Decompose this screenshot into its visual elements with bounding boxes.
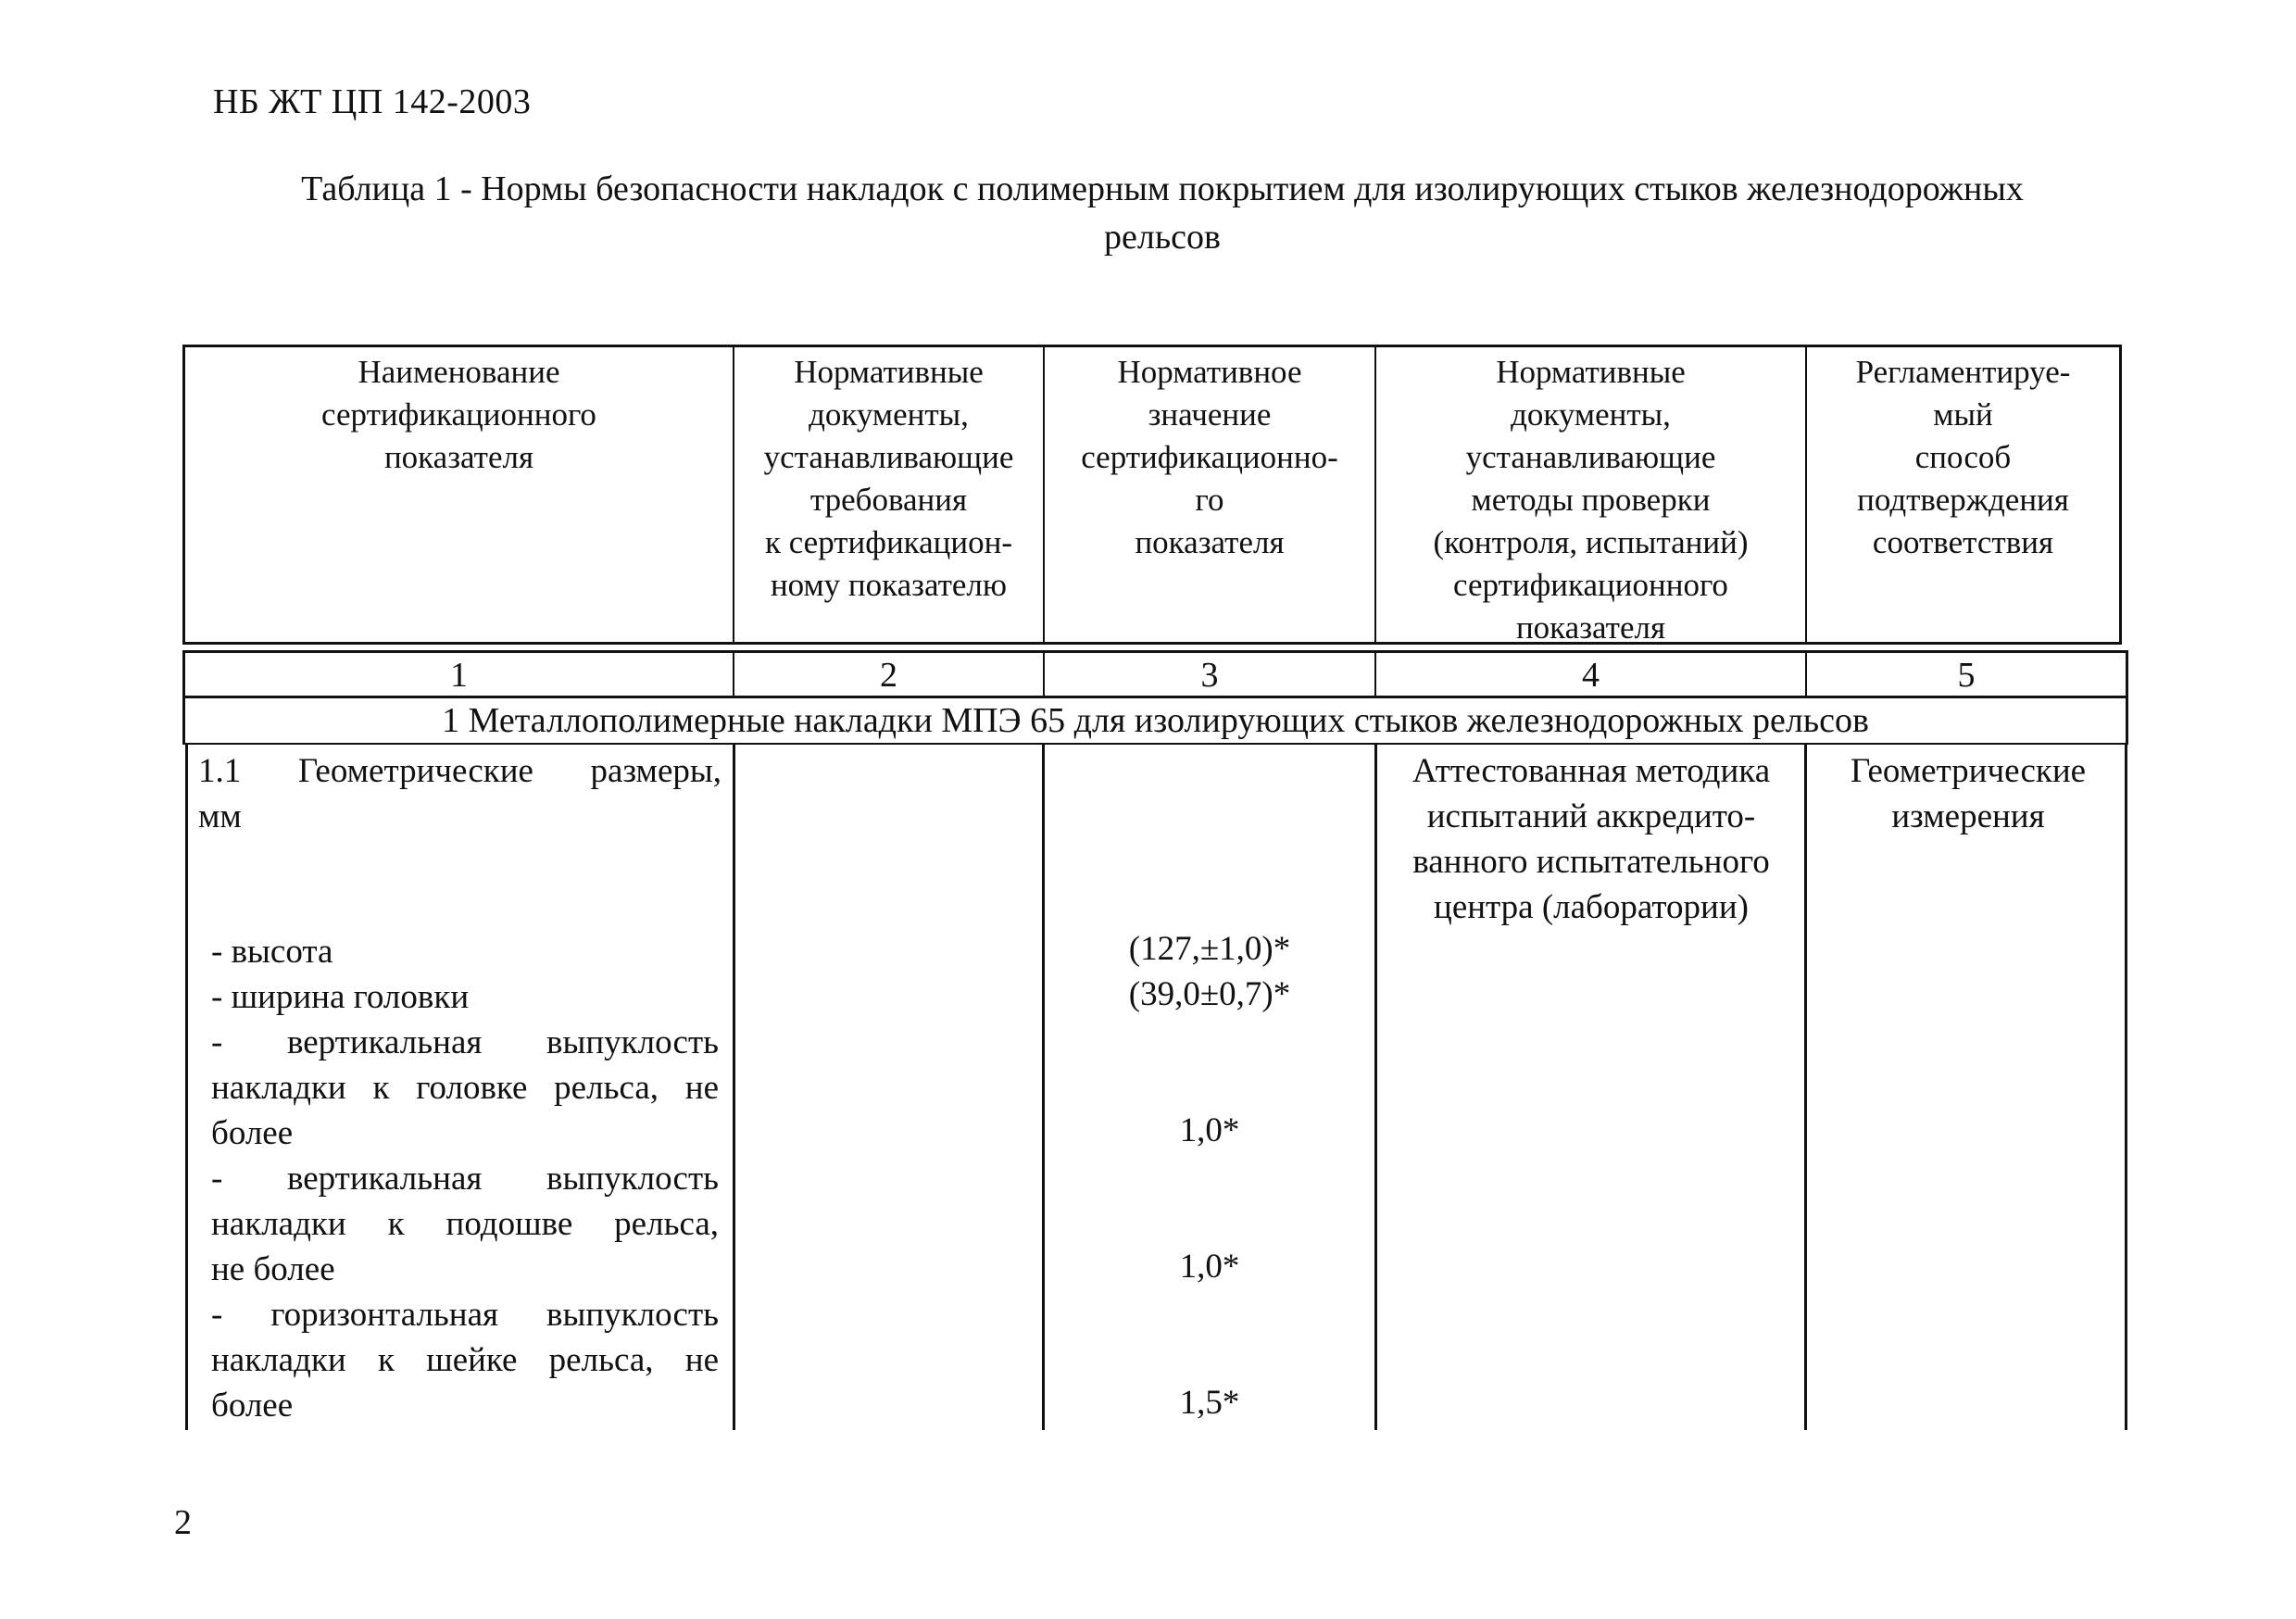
normative-value: 1,0* bbox=[1179, 1111, 1240, 1149]
item-text: накладки к шейке рельса, не bbox=[211, 1341, 719, 1379]
header-col-2 bbox=[734, 347, 1045, 642]
column-number: 3 bbox=[1045, 653, 1376, 696]
header-text: Регламентируе- bbox=[1855, 354, 2071, 390]
column-number: 5 bbox=[1957, 656, 1976, 695]
header-col-3 bbox=[1045, 347, 1376, 642]
normative-value: (39,0±0,7)* bbox=[1128, 975, 1291, 1013]
column-divider bbox=[1042, 745, 1045, 1430]
header-col-5 bbox=[1807, 347, 2119, 642]
column-divider bbox=[1804, 745, 1807, 1430]
normative-value: 1,0* bbox=[1179, 1248, 1240, 1286]
column-divider bbox=[2125, 745, 2127, 1430]
column-divider bbox=[1374, 745, 1377, 1430]
header-text: документы, bbox=[1511, 396, 1671, 433]
caption-line-2: рельсов bbox=[1104, 218, 1221, 257]
table-header bbox=[182, 345, 2122, 645]
section-title: 1 Металлополимерные накладки МПЭ 65 для изолирующих стыков железнодорожных рельсов bbox=[182, 698, 2128, 745]
column-divider bbox=[733, 745, 735, 1430]
header-text: сертификационного bbox=[321, 396, 596, 433]
method-cell bbox=[1378, 748, 1804, 930]
indicator-title: 1.1 Геометрические размеры, bbox=[198, 752, 721, 790]
header-text: ному показателю bbox=[770, 567, 1008, 603]
confirmation-text: измерения bbox=[1891, 797, 2045, 835]
normative-value: (127,±1,0)* bbox=[1128, 930, 1291, 968]
header-text: Наименование bbox=[358, 354, 560, 390]
header-col-1 bbox=[185, 347, 734, 642]
header-text: способ bbox=[1914, 439, 2012, 475]
column-number: 4 bbox=[1376, 653, 1807, 696]
header-text: го bbox=[1195, 482, 1224, 518]
normative-value: 1,5* bbox=[1179, 1384, 1240, 1422]
column-number: 1 bbox=[185, 653, 734, 696]
header-text: соответствия bbox=[1872, 524, 2054, 560]
header-text: Нормативные bbox=[794, 354, 984, 390]
item-text: - горизонтальная выпуклость bbox=[211, 1296, 719, 1334]
indicator-cell bbox=[198, 748, 721, 839]
method-text: центра (лаборатории) bbox=[1434, 888, 1749, 926]
header-text: показателя bbox=[1515, 609, 1666, 646]
confirmation-cell bbox=[1811, 748, 2126, 839]
header-text: Нормативное bbox=[1117, 354, 1302, 390]
document-code: НБ ЖТ ЦП 142-2003 bbox=[213, 82, 532, 121]
indicator-title: мм bbox=[198, 797, 242, 835]
column-divider bbox=[185, 745, 188, 1430]
header-text: подтверждения bbox=[1857, 482, 2069, 518]
item-text: - ширина головки bbox=[211, 978, 470, 1016]
header-text: устанавливающие bbox=[1465, 439, 1716, 475]
header-text: сертификационного bbox=[1453, 567, 1728, 603]
item-text: - вертикальная выпуклость bbox=[211, 1160, 719, 1198]
header-text: значение bbox=[1148, 396, 1272, 433]
item-text: не более bbox=[211, 1250, 335, 1288]
header-text: показателя bbox=[1135, 524, 1285, 560]
item-text: - вертикальная выпуклость bbox=[211, 1023, 719, 1061]
header-text: показателя bbox=[383, 439, 534, 475]
header-text: методы проверки bbox=[1471, 482, 1711, 518]
header-text: сертификационно- bbox=[1081, 439, 1338, 475]
header-text: к сертификацион- bbox=[764, 524, 1013, 560]
caption-line-1: Таблица 1 - Нормы безопасности накладок с полимерным покрытием для изолирующих стыков железнодорожных bbox=[301, 169, 2024, 208]
header-text: требования bbox=[809, 482, 968, 518]
header-text: Нормативные bbox=[1496, 354, 1686, 390]
item-text: накладки к подошве рельса, bbox=[211, 1205, 719, 1243]
method-text: Аттестованная методика bbox=[1411, 752, 1771, 790]
header-text: мый bbox=[1933, 396, 1993, 433]
header-col-4 bbox=[1376, 347, 1807, 646]
item-text: накладки к головке рельса, не bbox=[211, 1069, 719, 1107]
confirmation-text: Геометрические bbox=[1850, 752, 2087, 790]
header-text: устанавливающие bbox=[763, 439, 1014, 475]
item-text: - высота bbox=[211, 933, 333, 971]
item-text: более bbox=[211, 1387, 294, 1424]
item-text: более bbox=[211, 1114, 294, 1152]
method-text: ванного испытательного bbox=[1412, 843, 1770, 881]
column-numbers-row bbox=[182, 650, 2128, 698]
header-text: документы, bbox=[809, 396, 969, 433]
header-text: (контроля, испытаний) bbox=[1433, 524, 1749, 560]
method-text: испытаний аккредито- bbox=[1426, 797, 1756, 835]
page-number: 2 bbox=[174, 1503, 192, 1542]
table-caption bbox=[185, 165, 2139, 261]
column-number: 2 bbox=[734, 653, 1045, 696]
indicator-item bbox=[211, 929, 719, 1428]
